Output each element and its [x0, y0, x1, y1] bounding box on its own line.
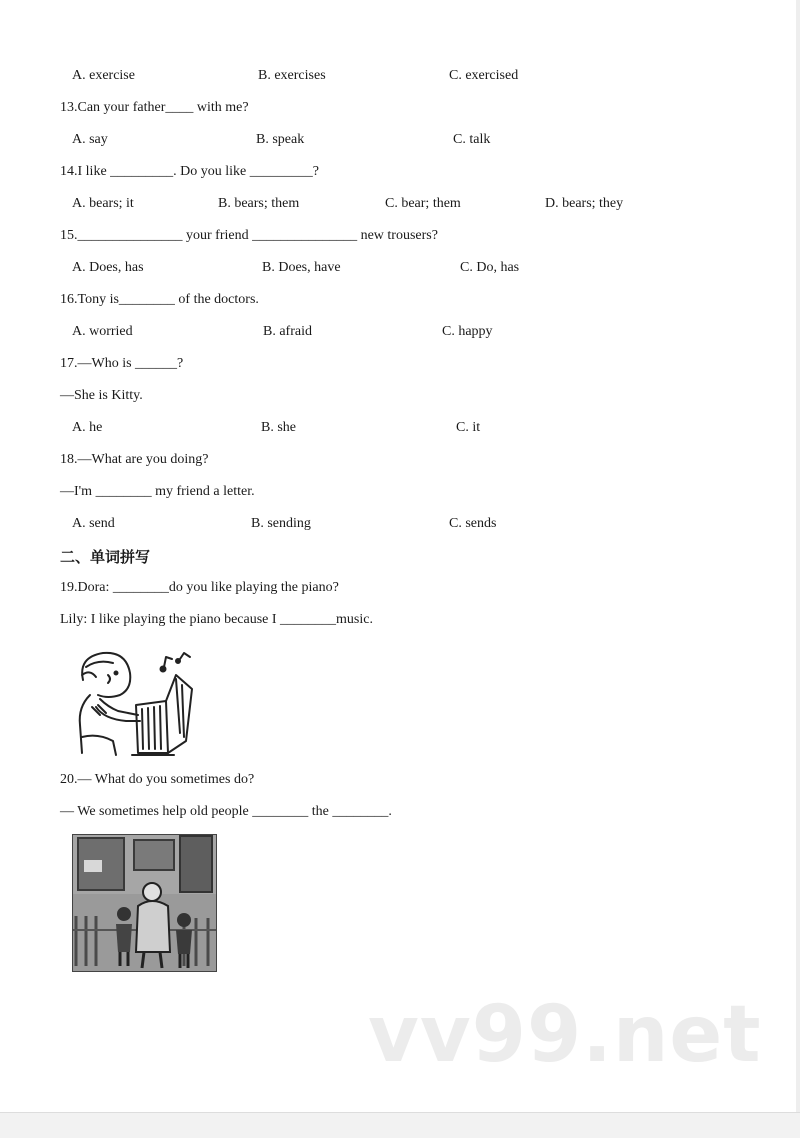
q12-option-a: A. exercise [72, 68, 135, 83]
q14-option-b: B. bears; them [218, 196, 300, 211]
q17-answer: —She is Kitty. [60, 388, 143, 403]
q14-option-c: C. bear; them [385, 196, 461, 211]
q18-option-b: B. sending [251, 516, 311, 531]
q15-option-b: B. Does, have [262, 260, 341, 275]
q14-stem: 14.I like _________. Do you like _________? [60, 164, 319, 179]
q18-answer: —I'm ________ my friend a letter. [60, 484, 255, 499]
q15-option-a: A. Does, has [72, 260, 144, 275]
q13-stem: 13.Can your father____ with me? [60, 100, 249, 115]
q15-stem: 15._______________ your friend _______________ new trousers? [60, 228, 438, 243]
q15-option-c: C. Do, has [460, 260, 520, 275]
page-footer-bar [0, 1112, 800, 1138]
q19-line-1: 19.Dora: ________do you like playing the piano? [60, 580, 339, 595]
q17-option-c: C. it [456, 420, 481, 435]
q16-stem: 16.Tony is________ of the doctors. [60, 292, 259, 307]
q18-option-c: C. sends [449, 516, 497, 531]
q20-line-1: 20.— What do you sometimes do? [60, 772, 255, 787]
q16-option-c: C. happy [442, 324, 493, 339]
q12-option-c: C. exercised [449, 68, 519, 83]
piano-player-illustration [68, 645, 203, 757]
q13-option-b: B. speak [256, 132, 305, 147]
q18-stem: 18.—What are you doing? [60, 452, 209, 467]
q13-option-c: C. talk [453, 132, 491, 147]
page-edge [796, 0, 800, 1112]
q16-option-b: B. afraid [263, 324, 312, 339]
q19-line-2: Lily: I like playing the piano because I ________music. [60, 612, 373, 627]
q12-option-b: B. exercises [258, 68, 326, 83]
q14-option-a: A. bears; it [72, 196, 134, 211]
q17-option-b: B. she [261, 420, 296, 435]
q14-option-d: D. bears; they [545, 196, 624, 211]
q17-stem: 17.—Who is ______? [60, 356, 184, 371]
section-title: 二、单词拼写 [60, 548, 151, 566]
q20-line-2: — We sometimes help old people ________ the ________. [60, 804, 392, 819]
q16-option-a: A. worried [72, 324, 133, 339]
helping-old-people-illustration [72, 834, 217, 972]
q13-option-a: A. say [72, 132, 108, 147]
watermark-text: vv99.net [368, 990, 762, 1080]
q17-option-a: A. he [72, 420, 103, 435]
q18-option-a: A. send [72, 516, 115, 531]
